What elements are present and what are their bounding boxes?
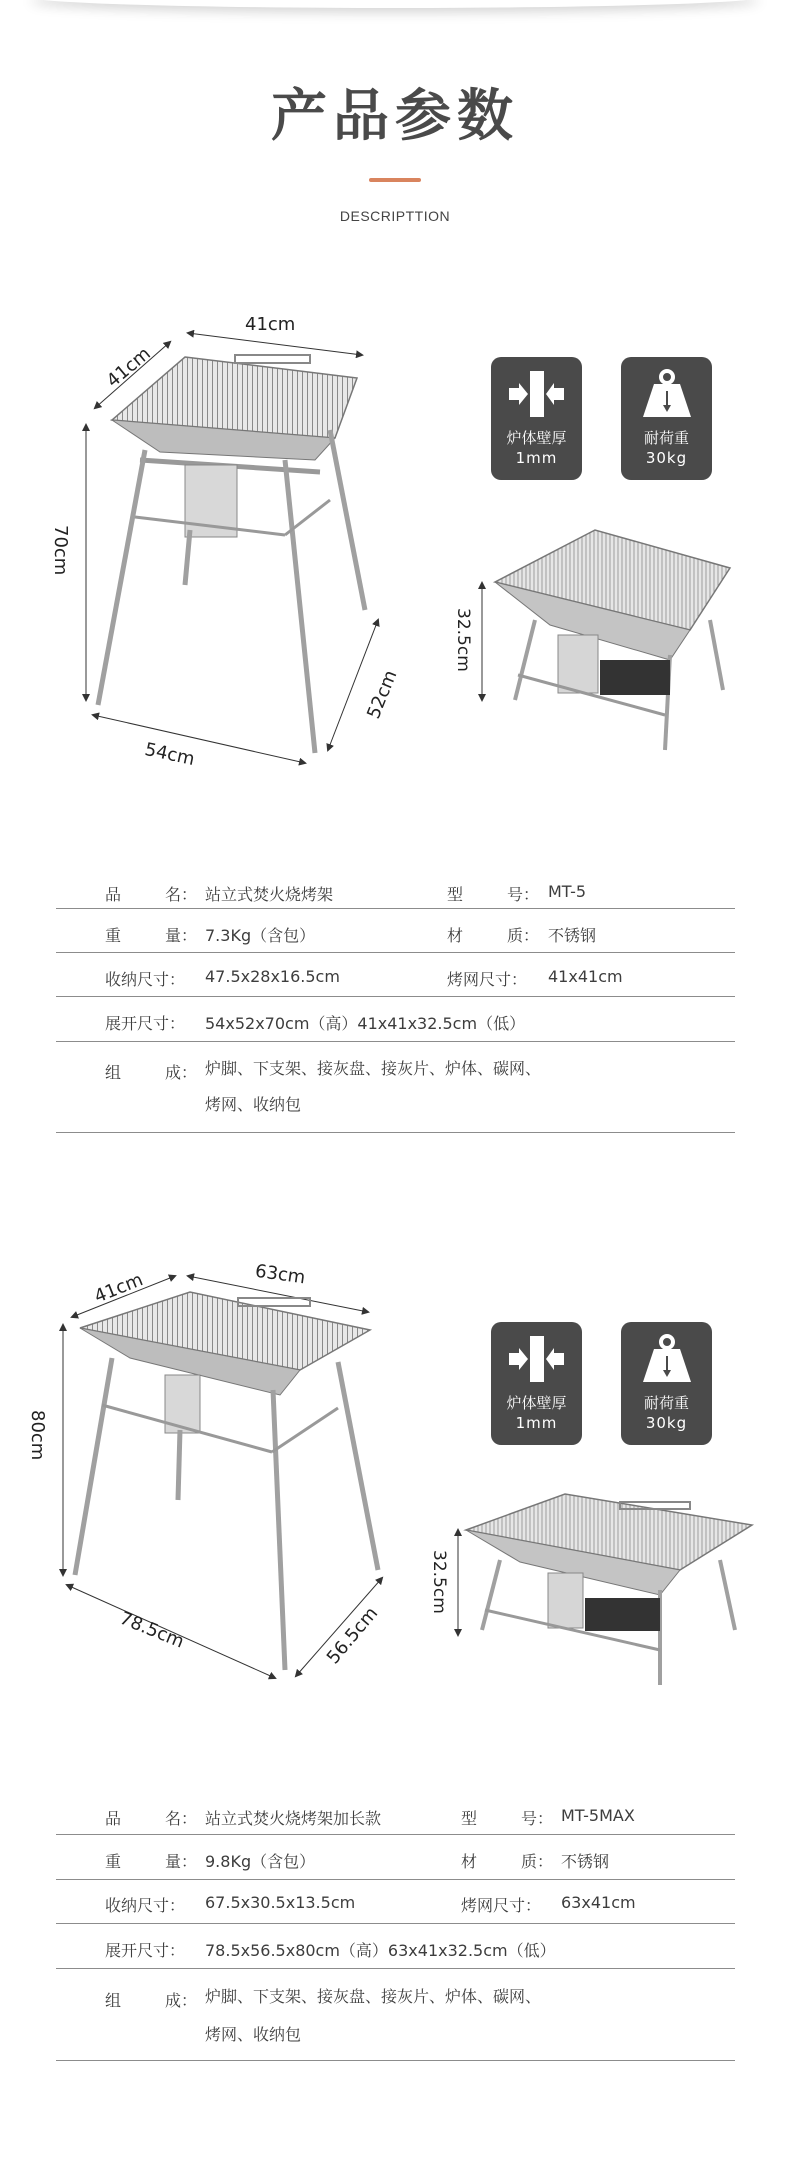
spec-value-parts-line1: 炉脚、下支架、接灰盘、接灰片、炉体、碳网、 — [205, 1987, 542, 2006]
dim-base-width: 54cm — [142, 738, 197, 770]
spec-label-parts: 组 — [105, 1991, 122, 2010]
spec-label-material-2: 质： — [521, 1852, 554, 1871]
spec-label-model: 型 — [447, 885, 464, 904]
spec-value-grill-size: 41x41cm — [548, 967, 623, 986]
spec-card-value: 30kg — [645, 1414, 688, 1432]
weight-icon — [621, 1332, 712, 1387]
spec-label-model-2: 号： — [507, 885, 540, 904]
spec-value-open-size: 78.5x56.5x80cm（高）63x41x32.5cm（低） — [205, 1941, 556, 1960]
spec-card-load-capacity — [621, 357, 712, 480]
spec-row — [56, 1835, 735, 1880]
spec-value-weight: 7.3Kg（含包） — [205, 926, 316, 945]
spec-card-label: 炉体壁厚 — [506, 1394, 567, 1412]
spec-label-material-2: 质： — [507, 926, 540, 945]
grill-illustration-low — [466, 1494, 752, 1685]
dim-base-width: 78.5cm — [116, 1607, 188, 1653]
spec-value-parts-line2: 烤网、收纳包 — [205, 2025, 302, 2044]
dim-height: 70cm — [50, 525, 71, 576]
dim-top-width: 41cm — [245, 314, 296, 335]
spec-card-value: 1mm — [515, 1414, 558, 1432]
spec-value-parts-line1: 炉脚、下支架、接灰盘、接灰片、炉体、碳网、 — [205, 1059, 542, 1078]
page-subtitle: DESCRIPTTION — [339, 208, 451, 224]
spec-card-wall-thickness — [491, 357, 582, 480]
dim-base-depth: 56.5cm — [322, 1602, 383, 1669]
spec-label-open-size: 展开尺寸： — [105, 1941, 186, 1960]
top-shadow — [30, 0, 760, 8]
spec-value-storage: 47.5x28x16.5cm — [205, 967, 340, 986]
spec-card-wall-thickness — [491, 1322, 582, 1445]
dim-top-depth: 41cm — [102, 343, 155, 392]
spec-label-storage: 收纳尺寸： — [105, 970, 186, 989]
dim-low-height: 32.5cm — [429, 1550, 449, 1614]
spec-label-grill-size: 烤网尺寸： — [461, 1896, 542, 1915]
spec-value-material: 不锈钢 — [548, 926, 597, 945]
spec-label-material: 材 — [461, 1852, 478, 1871]
spec-row — [56, 909, 735, 953]
grill-illustration-standing — [98, 355, 365, 753]
spec-card-value: 30kg — [645, 449, 688, 467]
grill-illustration-standing — [75, 1292, 378, 1670]
dim-top-width: 63cm — [253, 1260, 307, 1289]
spec-card-value: 1mm — [515, 449, 558, 467]
spec-card-load-capacity — [621, 1322, 712, 1445]
spec-label-model: 型 — [461, 1809, 478, 1828]
thickness-icon — [491, 367, 582, 422]
spec-label-open-size: 展开尺寸： — [105, 1014, 186, 1033]
spec-label-weight-2: 量： — [165, 926, 198, 945]
spec-label-name: 品 — [105, 885, 122, 904]
spec-label-storage: 收纳尺寸： — [105, 1896, 186, 1915]
dim-base-depth: 52cm — [363, 667, 402, 722]
product-1-spec-table — [56, 878, 735, 1133]
weight-icon — [621, 367, 712, 422]
spec-label-parts-2: 成： — [165, 1063, 198, 1082]
spec-row — [56, 997, 735, 1042]
product-2-low-diagram — [420, 1480, 790, 1700]
spec-label-weight-2: 量： — [165, 1852, 198, 1871]
spec-value-model: MT-5 — [548, 882, 587, 901]
page-title: 产品参数 — [271, 84, 519, 149]
dim-height: 80cm — [27, 1410, 48, 1461]
accent-divider — [369, 178, 421, 182]
dim-low-height: 32.5cm — [453, 608, 473, 672]
spec-label-weight: 重 — [105, 1852, 122, 1871]
spec-card-label: 炉体壁厚 — [506, 429, 567, 447]
product-2-main-diagram — [0, 1240, 420, 1710]
product-1-main-diagram — [0, 290, 420, 770]
spec-value-name: 站立式焚火烧烤架加长款 — [205, 1809, 382, 1828]
spec-value-storage: 67.5x30.5x13.5cm — [205, 1893, 356, 1912]
spec-label-grill-size: 烤网尺寸： — [447, 970, 528, 989]
spec-value-material: 不锈钢 — [561, 1852, 610, 1871]
spec-row — [56, 1969, 735, 2061]
spec-label-weight: 重 — [105, 926, 122, 945]
spec-row — [56, 1880, 735, 1924]
spec-card-label: 耐荷重 — [643, 429, 689, 447]
dim-top-depth: 41cm — [91, 1269, 146, 1308]
spec-label-parts: 组 — [105, 1063, 122, 1082]
spec-row — [56, 1803, 735, 1835]
spec-value-name: 站立式焚火烧烤架 — [205, 885, 334, 904]
spec-value-weight: 9.8Kg（含包） — [205, 1852, 316, 1871]
spec-value-parts-line2: 烤网、收纳包 — [205, 1095, 302, 1114]
spec-label-material: 材 — [447, 926, 464, 945]
spec-value-open-size: 54x52x70cm（高）41x41x32.5cm（低） — [205, 1014, 526, 1033]
spec-row — [56, 1924, 735, 1969]
spec-row — [56, 878, 735, 909]
spec-label-model-2: 号： — [521, 1809, 554, 1828]
spec-label-parts-2: 成： — [165, 1991, 198, 2010]
spec-label-name: 品 — [105, 1809, 122, 1828]
spec-card-label: 耐荷重 — [643, 1394, 689, 1412]
spec-label-name-2: 名： — [165, 885, 198, 904]
grill-illustration-low — [495, 530, 730, 750]
spec-value-model: MT-5MAX — [561, 1806, 635, 1825]
spec-row — [56, 953, 735, 997]
spec-value-grill-size: 63x41cm — [561, 1893, 636, 1912]
thickness-icon — [491, 1332, 582, 1387]
spec-label-name-2: 名： — [165, 1809, 198, 1828]
product-2-spec-table — [56, 1803, 735, 2061]
product-1-low-diagram — [440, 520, 760, 765]
spec-row — [56, 1042, 735, 1133]
